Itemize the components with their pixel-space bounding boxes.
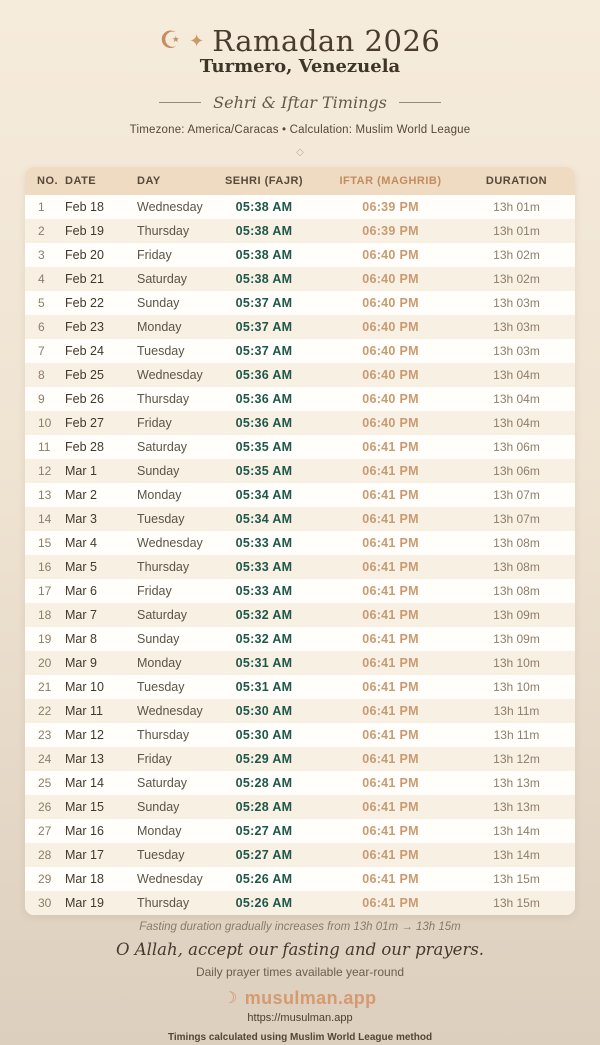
day-cell: Thursday <box>137 224 190 238</box>
header-iftar: IFTAR (MAGHRIB) <box>323 167 458 195</box>
header-no: NO. <box>25 167 65 195</box>
day-cell: Thursday <box>137 392 190 406</box>
duration-cell: 13h 08m <box>493 536 540 550</box>
sehri-time-cell: 05:38 AM <box>235 224 293 238</box>
table-row <box>25 699 575 723</box>
row-number-cell: 15 <box>38 536 52 550</box>
table-row <box>25 675 575 699</box>
iftar-time-cell: 06:40 PM <box>362 248 419 262</box>
duration-cell: 13h 06m <box>493 440 540 454</box>
date-cell: Mar 16 <box>65 824 104 838</box>
sehri-time-cell: 05:33 AM <box>235 536 293 550</box>
duration-cell: 13h 04m <box>493 368 540 382</box>
date-cell: Mar 19 <box>65 896 104 910</box>
iftar-time-cell: 06:41 PM <box>362 584 419 598</box>
iftar-time-cell: 06:41 PM <box>362 536 419 550</box>
table-row <box>25 195 575 219</box>
duration-cell: 13h 14m <box>493 848 540 862</box>
date-cell: Mar 10 <box>65 680 104 694</box>
duration-cell: 13h 01m <box>493 224 540 238</box>
row-number-cell: 14 <box>38 512 52 526</box>
day-cell: Tuesday <box>137 848 185 862</box>
table-row <box>25 603 575 627</box>
table-row <box>25 531 575 555</box>
iftar-time-cell: 06:40 PM <box>362 320 419 334</box>
date-cell: Mar 3 <box>65 512 97 526</box>
iftar-time-cell: 06:40 PM <box>362 392 419 406</box>
table-row <box>25 219 575 243</box>
row-number-cell: 17 <box>38 584 52 598</box>
duration-cell: 13h 07m <box>493 488 540 502</box>
row-number-cell: 18 <box>38 608 52 622</box>
sehri-time-cell: 05:32 AM <box>235 632 293 646</box>
duration-cell: 13h 02m <box>493 248 540 262</box>
duration-cell: 13h 10m <box>493 656 540 670</box>
row-number-cell: 27 <box>38 824 52 838</box>
row-number-cell: 10 <box>38 416 52 430</box>
iftar-time-cell: 06:41 PM <box>362 824 419 838</box>
header-day: DAY <box>137 167 205 195</box>
brand-name: musulman.app <box>244 988 377 1008</box>
table-row <box>25 723 575 747</box>
iftar-time-cell: 06:41 PM <box>362 728 419 742</box>
day-cell: Saturday <box>137 776 188 790</box>
sehri-time-cell: 05:26 AM <box>235 872 293 886</box>
day-cell: Friday <box>137 584 172 598</box>
timezone-calculation-meta: Timezone: America/Caracas • Calculation: Muslim World League <box>129 124 471 136</box>
duration-cell: 13h 03m <box>493 320 540 334</box>
availability-note: Daily prayer times available year-round <box>195 965 405 979</box>
table-row <box>25 507 575 531</box>
page-footer <box>0 921 600 1043</box>
row-number-cell: 3 <box>38 248 45 262</box>
day-cell: Wednesday <box>137 704 203 718</box>
table-row <box>25 363 575 387</box>
day-cell: Sunday <box>137 296 180 310</box>
date-cell: Mar 18 <box>65 872 104 886</box>
day-cell: Monday <box>137 656 182 670</box>
iftar-time-cell: 06:41 PM <box>362 560 419 574</box>
day-cell: Saturday <box>137 608 188 622</box>
sehri-time-cell: 05:34 AM <box>235 512 293 526</box>
sehri-time-cell: 05:38 AM <box>235 200 293 214</box>
row-number-cell: 8 <box>38 368 45 382</box>
iftar-time-cell: 06:40 PM <box>362 368 419 382</box>
day-cell: Saturday <box>137 440 188 454</box>
iftar-time-cell: 06:41 PM <box>362 704 419 718</box>
date-cell: Feb 23 <box>65 320 104 334</box>
iftar-time-cell: 06:41 PM <box>362 800 419 814</box>
iftar-time-cell: 06:40 PM <box>362 272 419 286</box>
iftar-time-cell: 06:41 PM <box>362 752 419 766</box>
sehri-time-cell: 05:31 AM <box>235 656 293 670</box>
date-cell: Mar 5 <box>65 560 97 574</box>
sehri-time-cell: 05:32 AM <box>235 608 293 622</box>
page-title: Ramadan 2026 <box>212 24 441 58</box>
table-row <box>25 867 575 891</box>
date-cell: Feb 27 <box>65 416 104 430</box>
row-number-cell: 11 <box>38 440 51 454</box>
iftar-time-cell: 06:41 PM <box>362 872 419 886</box>
header-sehri: SEHRI (FAJR) <box>205 167 323 195</box>
table-row <box>25 387 575 411</box>
day-cell: Monday <box>137 488 182 502</box>
duration-cell: 13h 02m <box>493 272 540 286</box>
table-row <box>25 339 575 363</box>
date-cell: Feb 22 <box>65 296 104 310</box>
table-row <box>25 555 575 579</box>
diamond-icon: ◇ <box>296 147 304 158</box>
sehri-time-cell: 05:27 AM <box>235 848 293 862</box>
iftar-time-cell: 06:40 PM <box>362 344 419 358</box>
duration-cell: 13h 14m <box>493 824 540 838</box>
duration-cell: 13h 09m <box>493 632 540 646</box>
day-cell: Tuesday <box>137 344 185 358</box>
duration-cell: 13h 10m <box>493 680 540 694</box>
title-row <box>0 24 600 58</box>
sehri-time-cell: 05:36 AM <box>235 416 293 430</box>
row-number-cell: 13 <box>38 488 52 502</box>
date-cell: Mar 2 <box>65 488 97 502</box>
day-cell: Sunday <box>137 632 180 646</box>
iftar-time-cell: 06:40 PM <box>362 296 419 310</box>
day-cell: Monday <box>137 320 182 334</box>
row-number-cell: 24 <box>38 752 52 766</box>
day-cell: Sunday <box>137 464 180 478</box>
day-cell: Tuesday <box>137 512 185 526</box>
table-row <box>25 315 575 339</box>
date-cell: Feb 18 <box>65 200 104 214</box>
duration-cell: 13h 12m <box>493 752 540 766</box>
duration-cell: 13h 13m <box>493 776 540 790</box>
iftar-time-cell: 06:41 PM <box>362 464 419 478</box>
row-number-cell: 21 <box>38 680 52 694</box>
date-cell: Mar 15 <box>65 800 104 814</box>
date-cell: Feb 25 <box>65 368 104 382</box>
date-cell: Mar 8 <box>65 632 97 646</box>
day-cell: Thursday <box>137 560 190 574</box>
table-row <box>25 843 575 867</box>
sehri-time-cell: 05:37 AM <box>235 296 293 310</box>
row-number-cell: 22 <box>38 704 52 718</box>
duration-cell: 13h 03m <box>493 344 540 358</box>
subtitle-divider <box>0 93 600 112</box>
duration-cell: 13h 15m <box>493 872 540 886</box>
sehri-time-cell: 05:36 AM <box>235 392 293 406</box>
table-row <box>25 819 575 843</box>
day-cell: Sunday <box>137 800 180 814</box>
table-row <box>25 267 575 291</box>
day-cell: Saturday <box>137 272 188 286</box>
table-row <box>25 579 575 603</box>
table-row <box>25 747 575 771</box>
brand-row <box>0 988 600 1009</box>
duration-cell: 13h 07m <box>493 512 540 526</box>
date-cell: Mar 17 <box>65 848 104 862</box>
date-cell: Mar 6 <box>65 584 97 598</box>
date-cell: Mar 11 <box>65 704 103 718</box>
iftar-time-cell: 06:41 PM <box>362 512 419 526</box>
location-title: Turmero, Venezuela <box>199 56 401 77</box>
duration-cell: 13h 08m <box>493 584 540 598</box>
header-duration: DURATION <box>458 167 575 195</box>
date-cell: Feb 20 <box>65 248 104 262</box>
row-number-cell: 1 <box>38 200 45 214</box>
row-number-cell: 19 <box>38 632 52 646</box>
four-pointed-star-icon: ✦ <box>189 31 205 51</box>
duration-cell: 13h 04m <box>493 416 540 430</box>
sehri-time-cell: 05:29 AM <box>235 752 293 766</box>
timings-table-card <box>25 167 575 915</box>
sehri-time-cell: 05:38 AM <box>235 272 293 286</box>
day-cell: Friday <box>137 416 172 430</box>
date-cell: Feb 28 <box>65 440 104 454</box>
date-cell: Mar 14 <box>65 776 104 790</box>
table-row <box>25 411 575 435</box>
row-number-cell: 12 <box>38 464 52 478</box>
duration-cell: 13h 15m <box>493 896 540 910</box>
table-row <box>25 459 575 483</box>
subtitle: Sehri & Iftar Timings <box>213 93 387 112</box>
date-cell: Mar 12 <box>65 728 104 742</box>
row-number-cell: 5 <box>38 296 45 310</box>
duration-cell: 13h 09m <box>493 608 540 622</box>
sehri-time-cell: 05:37 AM <box>235 344 293 358</box>
table-row <box>25 891 575 915</box>
table-header-row <box>25 167 575 195</box>
divider-line-left <box>159 102 201 103</box>
row-number-cell: 16 <box>38 560 52 574</box>
row-number-cell: 23 <box>38 728 52 742</box>
row-number-cell: 25 <box>38 776 52 790</box>
row-number-cell: 20 <box>38 656 52 670</box>
date-cell: Mar 1 <box>65 464 97 478</box>
sehri-time-cell: 05:34 AM <box>235 488 293 502</box>
row-number-cell: 30 <box>38 896 52 910</box>
day-cell: Friday <box>137 248 172 262</box>
day-cell: Wednesday <box>137 536 203 550</box>
iftar-time-cell: 06:41 PM <box>362 848 419 862</box>
duration-cell: 13h 08m <box>493 560 540 574</box>
day-cell: Tuesday <box>137 680 185 694</box>
iftar-time-cell: 06:39 PM <box>362 224 419 238</box>
dua-text: O Allah, accept our fasting and our prayers. <box>115 940 485 959</box>
header-date: DATE <box>65 167 137 195</box>
duration-cell: 13h 13m <box>493 800 540 814</box>
table-body <box>25 195 575 915</box>
brand-url: https://musulman.app <box>247 1012 353 1024</box>
timings-table <box>25 167 575 915</box>
sehri-time-cell: 05:37 AM <box>235 320 293 334</box>
table-row <box>25 291 575 315</box>
row-number-cell: 6 <box>38 320 45 334</box>
iftar-time-cell: 06:41 PM <box>362 608 419 622</box>
day-cell: Thursday <box>137 728 190 742</box>
day-cell: Friday <box>137 752 172 766</box>
table-row <box>25 771 575 795</box>
sehri-time-cell: 05:38 AM <box>235 248 293 262</box>
iftar-time-cell: 06:41 PM <box>362 656 419 670</box>
day-cell: Wednesday <box>137 872 203 886</box>
date-cell: Mar 9 <box>65 656 97 670</box>
duration-cell: 13h 03m <box>493 296 540 310</box>
day-cell: Thursday <box>137 896 190 910</box>
table-header <box>25 167 575 195</box>
page-header <box>0 0 600 158</box>
iftar-time-cell: 06:41 PM <box>362 776 419 790</box>
date-cell: Mar 4 <box>65 536 97 550</box>
iftar-time-cell: 06:41 PM <box>362 896 419 910</box>
sehri-time-cell: 05:33 AM <box>235 560 293 574</box>
duration-cell: 13h 06m <box>493 464 540 478</box>
row-number-cell: 29 <box>38 872 52 886</box>
iftar-time-cell: 06:41 PM <box>362 488 419 502</box>
table-row <box>25 795 575 819</box>
crescent-icon: ☾ <box>223 989 238 1007</box>
date-cell: Feb 21 <box>65 272 104 286</box>
day-cell: Wednesday <box>137 368 203 382</box>
row-number-cell: 9 <box>38 392 45 406</box>
iftar-time-cell: 06:39 PM <box>362 200 419 214</box>
date-cell: Feb 19 <box>65 224 104 238</box>
table-row <box>25 627 575 651</box>
sehri-time-cell: 05:26 AM <box>235 896 293 910</box>
date-cell: Feb 26 <box>65 392 104 406</box>
sehri-time-cell: 05:30 AM <box>235 704 293 718</box>
iftar-time-cell: 06:41 PM <box>362 632 419 646</box>
iftar-time-cell: 06:41 PM <box>362 440 419 454</box>
row-number-cell: 7 <box>38 344 45 358</box>
row-number-cell: 26 <box>38 800 52 814</box>
sehri-time-cell: 05:36 AM <box>235 368 293 382</box>
duration-cell: 13h 04m <box>493 392 540 406</box>
date-cell: Mar 7 <box>65 608 97 622</box>
sehri-time-cell: 05:28 AM <box>235 776 293 790</box>
sehri-time-cell: 05:33 AM <box>235 584 293 598</box>
date-cell: Feb 24 <box>65 344 104 358</box>
duration-cell: 13h 11m <box>493 728 540 742</box>
table-row <box>25 243 575 267</box>
sehri-time-cell: 05:30 AM <box>235 728 293 742</box>
calculation-method-note: Timings calculated using Muslim World League method <box>167 1032 433 1043</box>
row-number-cell: 2 <box>38 224 45 238</box>
table-row <box>25 651 575 675</box>
sehri-time-cell: 05:35 AM <box>235 464 293 478</box>
sehri-time-cell: 05:35 AM <box>235 440 293 454</box>
sehri-time-cell: 05:27 AM <box>235 824 293 838</box>
duration-cell: 13h 11m <box>493 704 540 718</box>
date-cell: Mar 13 <box>65 752 104 766</box>
crescent-and-star-icon: ☪ <box>159 27 182 54</box>
day-cell: Monday <box>137 824 182 838</box>
row-number-cell: 28 <box>38 848 52 862</box>
fasting-duration-note: Fasting duration gradually increases from 13h 01m → 13h 15m <box>139 921 461 933</box>
row-number-cell: 4 <box>38 272 45 286</box>
divider-line-right <box>399 102 441 103</box>
sehri-time-cell: 05:28 AM <box>235 800 293 814</box>
duration-cell: 13h 01m <box>493 200 540 214</box>
table-row <box>25 483 575 507</box>
iftar-time-cell: 06:40 PM <box>362 416 419 430</box>
iftar-time-cell: 06:41 PM <box>362 680 419 694</box>
table-row <box>25 435 575 459</box>
day-cell: Wednesday <box>137 200 203 214</box>
sehri-time-cell: 05:31 AM <box>235 680 293 694</box>
